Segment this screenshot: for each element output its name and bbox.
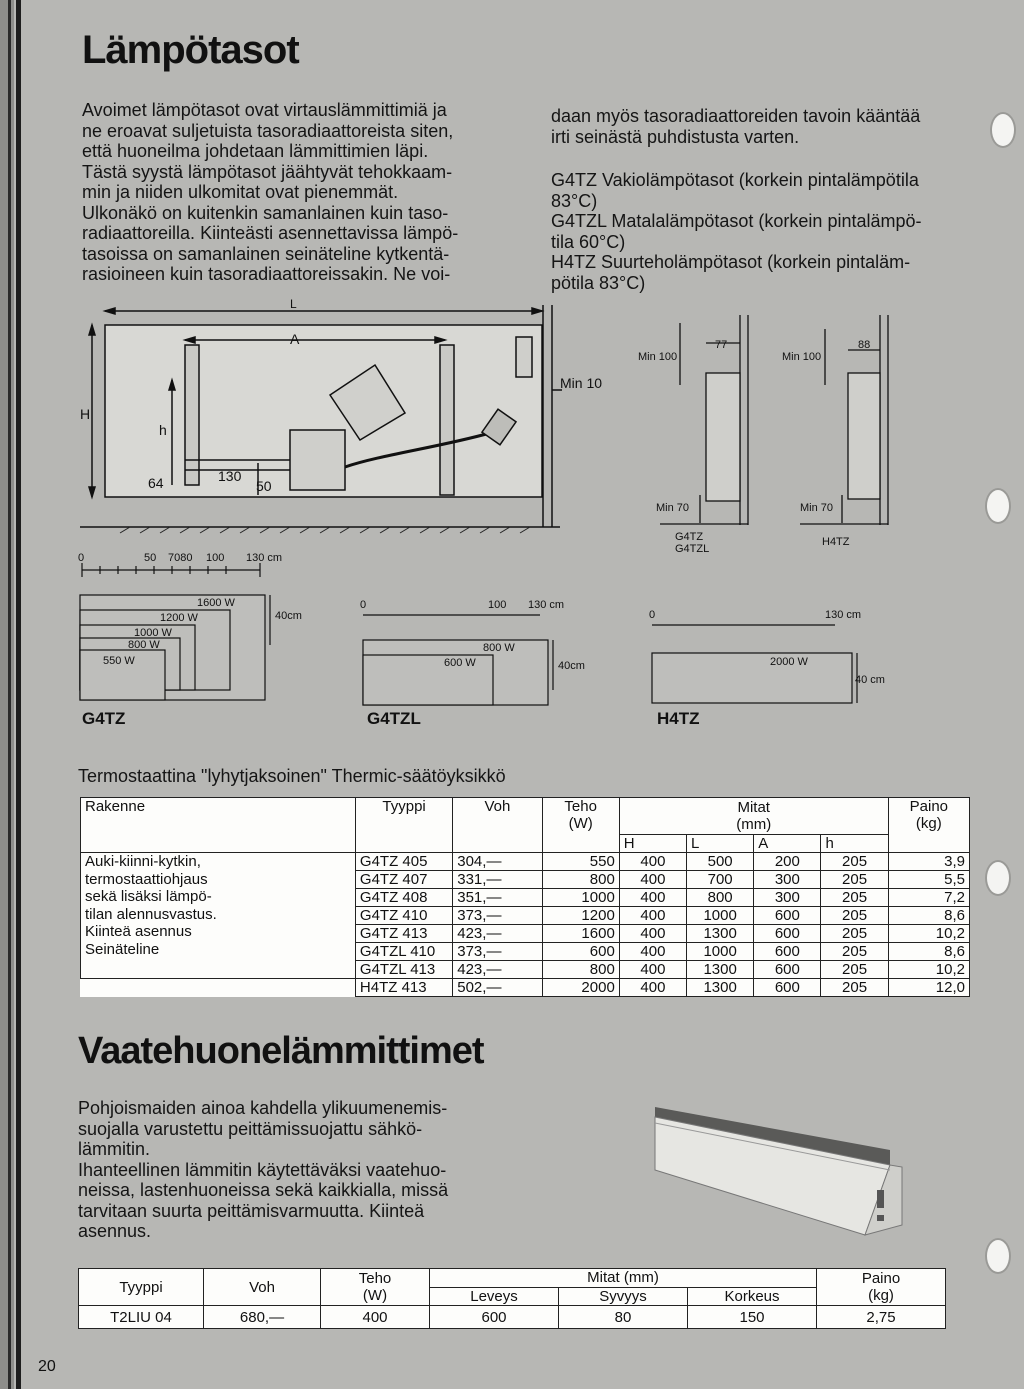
- wall-bracket-left: [185, 345, 199, 485]
- scale-label: 50: [144, 552, 157, 564]
- cell: 1300: [687, 961, 754, 979]
- spec-line: G4TZL Matalalämpötasot (korkein pintalämpö-: [551, 211, 922, 231]
- heater-photo: [640, 1095, 910, 1245]
- cell: G4TZ 413: [355, 925, 452, 943]
- scale-label: 0: [78, 552, 85, 564]
- cell: 600: [754, 925, 821, 943]
- subheader: h: [821, 835, 888, 853]
- thermostat-caption: Termostaattina "lyhytjaksoinen" Thermic-säätöyksikkö: [78, 766, 506, 786]
- watt-label: 800 W: [128, 639, 160, 651]
- min-clearance-bottom: Min 70: [800, 502, 834, 514]
- model-spec-list: [551, 170, 981, 293]
- cell: 600: [754, 961, 821, 979]
- cell-empty: [81, 979, 356, 997]
- binder-line: [8, 0, 11, 1389]
- header-paino-unit: (kg): [868, 1287, 894, 1304]
- cell: 2000: [542, 979, 619, 997]
- rakenne-description: [81, 853, 356, 979]
- cell: 331,—: [453, 871, 542, 889]
- scale-label: 130 cm: [825, 609, 862, 621]
- cell: 400: [321, 1306, 430, 1329]
- text-line: tarvitaan suurta peittämisvarmuutta. Kiinteä: [78, 1200, 425, 1221]
- spec-line: G4TZ Vakiolämpötasot (korkein pintalämpötila: [551, 170, 919, 190]
- cell: 800: [542, 961, 619, 979]
- text-line: Kiinteä asennus: [85, 923, 192, 940]
- header-teho: [321, 1269, 430, 1306]
- header-mitat: Mitat (mm): [430, 1269, 817, 1288]
- header-teho-unit: (W): [362, 1287, 388, 1304]
- text-line: Auki-kiinni-kytkin,: [85, 853, 201, 870]
- subheader: L: [687, 835, 754, 853]
- subheader: Leveys: [430, 1287, 559, 1306]
- cell: 80: [559, 1306, 688, 1329]
- cell: H4TZ 413: [355, 979, 452, 997]
- cell: 423,—: [453, 925, 542, 943]
- intro-left-text: [82, 100, 485, 285]
- scale-label: 130 cm: [528, 599, 565, 611]
- text-line: radiaattoreilla. Kiinteästi asennettavissa lämpö-: [82, 223, 459, 243]
- cell: 600: [754, 979, 821, 997]
- cell: 8,6: [888, 943, 969, 961]
- text-line: suojalla varustettu peittämissuojattu sähkö-: [78, 1118, 423, 1139]
- cell: 700: [687, 871, 754, 889]
- cell: 205: [821, 961, 888, 979]
- model-label-h4tz: H4TZ: [657, 709, 700, 728]
- cell: 400: [619, 961, 686, 979]
- punch-hole: [985, 860, 1011, 896]
- watt-label: 1600 W: [197, 597, 235, 609]
- side-view-h4tz: [800, 315, 888, 525]
- depth-label: 77: [715, 339, 728, 351]
- cell: 150: [688, 1306, 817, 1329]
- text-line: Tästä syystä lämpötasot jäähtyvät tehokkaam-: [82, 161, 453, 182]
- scale-label: 7080: [168, 552, 193, 564]
- table-row: [79, 1306, 946, 1329]
- model-label-g4tz: G4TZ: [82, 709, 126, 728]
- cell: 304,—: [453, 853, 542, 871]
- cell: 205: [821, 979, 888, 997]
- side-view-g4tz: [660, 315, 748, 525]
- binder-line: [16, 0, 21, 1389]
- label-50: 50: [256, 478, 272, 494]
- text-line: min ja niiden ulkomitat ovat pienemmät.: [82, 182, 399, 202]
- subheader: Syvyys: [559, 1287, 688, 1306]
- cell: G4TZL 410: [355, 943, 452, 961]
- text-line: Seinäteline: [85, 940, 160, 958]
- cell: 1000: [687, 907, 754, 925]
- cell: 10,2: [888, 925, 969, 943]
- cell: 400: [619, 871, 686, 889]
- label-64: 64: [148, 475, 164, 491]
- min-clearance-top: Min 100: [782, 351, 822, 363]
- scale-label: 100: [206, 552, 225, 564]
- text-line: rasioineen kuin tasoradiaattoreissakin. Ne voi-: [82, 264, 451, 284]
- scale-label: 130 cm: [246, 552, 283, 564]
- header-mitat-label: Mitat: [737, 799, 770, 816]
- text-line: että huoneilma johdetaan lämmittimien läpi.: [82, 141, 429, 161]
- cell: 600: [430, 1306, 559, 1329]
- model-label: H4TZ: [822, 536, 850, 548]
- cell: 373,—: [453, 907, 542, 925]
- section-title-lampotasot: Lämpötasot: [82, 28, 299, 72]
- cell: 1300: [687, 979, 754, 997]
- label-min-10: Min 10: [560, 375, 603, 391]
- cell: 400: [619, 853, 686, 871]
- cell: 1200: [542, 907, 619, 925]
- header-voh: Voh: [204, 1269, 321, 1306]
- header-paino: [888, 798, 969, 853]
- cell: 423,—: [453, 961, 542, 979]
- cell: 351,—: [453, 889, 542, 907]
- cell: 600: [754, 943, 821, 961]
- cell: 502,—: [453, 979, 542, 997]
- text-line: Avoimet lämpötasot ovat virtauslämmittimiä ja: [82, 100, 447, 120]
- model-label: G4TZL: [675, 543, 710, 555]
- header-paino-label: Paino: [861, 1270, 901, 1287]
- height-label: 40cm: [275, 610, 302, 622]
- outline-h4tz-2000w: [652, 653, 852, 703]
- watt-label: 550 W: [103, 655, 135, 667]
- text-line: lämmitin.: [78, 1139, 151, 1159]
- cell: 600: [754, 907, 821, 925]
- text-line: asennus.: [78, 1221, 152, 1241]
- cell: 680,—: [204, 1306, 321, 1329]
- section-title-vaatehuonelammittimet: Vaatehuonelämmittimet: [78, 1030, 484, 1072]
- spec-line: H4TZ Suurteholämpötasot (korkein pintaläm-: [551, 252, 911, 272]
- text-line: irti seinästä puhdistusta varten.: [551, 126, 800, 147]
- cell: 300: [754, 889, 821, 907]
- cell: 5,5: [888, 871, 969, 889]
- subheader: H: [619, 835, 686, 853]
- cell: 600: [542, 943, 619, 961]
- cell: 400: [619, 979, 686, 997]
- min-clearance-bottom: Min 70: [656, 502, 690, 514]
- spec-line: tila 60°C): [551, 231, 626, 252]
- label-130: 130: [218, 468, 242, 484]
- watt-label: 1000 W: [134, 627, 172, 639]
- control-panel: [516, 337, 532, 377]
- header-paino-label: Paino: [909, 798, 949, 815]
- subheader: A: [754, 835, 821, 853]
- cell: 205: [821, 871, 888, 889]
- header-mitat-unit: (mm): [736, 816, 772, 833]
- page-number: 20: [38, 1358, 56, 1375]
- header-teho-label: Teho: [358, 1270, 392, 1287]
- cell: T2LIU 04: [79, 1306, 204, 1329]
- text-line: Ihanteellinen lämmitin käytettäväksi vaatehuo-: [78, 1159, 447, 1180]
- model-label: G4TZ: [675, 531, 704, 543]
- cell: 373,—: [453, 943, 542, 961]
- scale-label: 100: [488, 599, 507, 611]
- cell: 205: [821, 943, 888, 961]
- punch-hole: [990, 112, 1016, 148]
- cell: 400: [619, 889, 686, 907]
- header-teho: [542, 798, 619, 853]
- watt-label: 1200 W: [160, 612, 198, 624]
- header-teho-label: Teho: [564, 798, 597, 815]
- watt-label: 600 W: [444, 657, 476, 669]
- label-h: h: [159, 422, 167, 438]
- table-row: [81, 853, 970, 871]
- section2-text: [78, 1098, 483, 1242]
- scale-label: 0: [360, 599, 367, 611]
- header-tyyppi: Tyyppi: [79, 1269, 204, 1306]
- installation-diagram: [60, 295, 1000, 585]
- text-line: termostaattiohjaus: [85, 870, 208, 888]
- cell: 400: [619, 943, 686, 961]
- label-L: L: [290, 297, 297, 311]
- cell: 500: [687, 853, 754, 871]
- cell: 8,6: [888, 907, 969, 925]
- cell: 200: [754, 853, 821, 871]
- cell: 10,2: [888, 961, 969, 979]
- cell: G4TZ 405: [355, 853, 452, 871]
- text-line: Ulkonäkö on kuitenkin samanlainen kuin taso-: [82, 202, 449, 223]
- header-tyyppi: Tyyppi: [355, 798, 452, 853]
- cell: 300: [754, 871, 821, 889]
- header-mitat: [619, 798, 888, 835]
- watt-label: 800 W: [483, 642, 515, 654]
- cell: G4TZ 408: [355, 889, 452, 907]
- cell: G4TZ 407: [355, 871, 452, 889]
- cell: 1600: [542, 925, 619, 943]
- cell: 800: [687, 889, 754, 907]
- cell: 205: [821, 907, 888, 925]
- cell: 2,75: [817, 1306, 946, 1329]
- header-paino: [817, 1269, 946, 1306]
- vaatehuone-table: [78, 1268, 946, 1329]
- height-label: 40cm: [558, 660, 585, 672]
- cell: 1000: [542, 889, 619, 907]
- spec-line: 83°C): [551, 190, 598, 211]
- text-line: tasoissa on samanlainen seinäteline kytkentä-: [82, 243, 450, 264]
- cell: 7,2: [888, 889, 969, 907]
- text-line: daan myös tasoradiaattoreiden tavoin kääntää: [551, 106, 921, 126]
- text-line: sekä lisäksi lämpö-: [85, 888, 212, 905]
- cell: 400: [619, 925, 686, 943]
- cell: G4TZL 413: [355, 961, 452, 979]
- spec-line: pötila 83°C): [551, 272, 646, 293]
- cell: G4TZ 410: [355, 907, 452, 925]
- header-teho-unit: (W): [568, 815, 593, 832]
- subheader: Korkeus: [688, 1287, 817, 1306]
- text-line: ne eroavat suljetuista tasoradiaattoreista siten,: [82, 120, 454, 141]
- text-line: tilan alennusvastus.: [85, 905, 217, 923]
- text-line: Pohjoismaiden ainoa kahdella ylikuumenemis-: [78, 1098, 448, 1118]
- depth-label: 88: [858, 339, 871, 351]
- cell: 800: [542, 871, 619, 889]
- model-label-g4tzl: G4TZL: [367, 709, 421, 728]
- cell: 3,9: [888, 853, 969, 871]
- intro-right-text: [551, 106, 981, 147]
- binder-edge: [0, 0, 14, 1389]
- scale-label: 0: [649, 609, 656, 621]
- punch-hole: [985, 1238, 1011, 1274]
- wall-bracket-right: [440, 345, 454, 495]
- cell: 1300: [687, 925, 754, 943]
- cell: 550: [542, 853, 619, 871]
- header-rakenne: Rakenne: [81, 798, 356, 853]
- height-label: 40 cm: [855, 674, 885, 686]
- cell: 205: [821, 889, 888, 907]
- cell: 1000: [687, 943, 754, 961]
- watt-label: 2000 W: [770, 656, 808, 668]
- text-line: neissa, lastenhuoneissa sekä kaikkialla, missä: [78, 1180, 449, 1200]
- label-H: H: [80, 406, 91, 422]
- min-clearance-top: Min 100: [638, 351, 678, 363]
- cell: 400: [619, 907, 686, 925]
- junction-box: [290, 430, 345, 490]
- label-A: A: [290, 331, 300, 347]
- header-voh: Voh: [453, 798, 542, 853]
- cell: 12,0: [888, 979, 969, 997]
- header-paino-unit: (kg): [915, 815, 942, 832]
- cell: 205: [821, 925, 888, 943]
- cell: 205: [821, 853, 888, 871]
- table-row: [81, 979, 970, 997]
- lampotasot-table: [80, 797, 970, 997]
- size-comparison-diagrams: [70, 585, 970, 735]
